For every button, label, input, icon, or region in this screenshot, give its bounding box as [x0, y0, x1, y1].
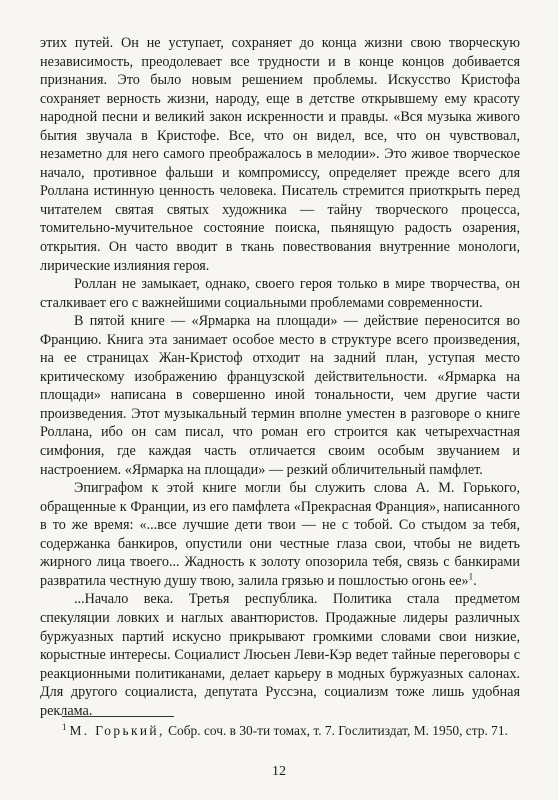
paragraph: Роллан не замыкает, однако, своего героя только в мире творчества, он сталкивает его с важнейшими социальными проблемами современности. — [40, 276, 520, 311]
footnote-source: Собр. соч. в 30-ти томах, т. 7. Гослитиздат, М. 1950, стр. 71. — [168, 723, 508, 738]
footnote-author: М. Горький, — [69, 723, 165, 738]
footnote — [40, 722, 520, 740]
footnote-reference[interactable]: 1 — [468, 571, 474, 582]
footnote-divider — [62, 716, 174, 717]
paragraph-continued: этих путей. Он не уступает, сохраняет до конца жизни свою творческую независимость, преодолевает все трудности и в конце концов добивается признания. Это было новым решением проблемы. Искусство Кристофа сохраняет верность жизни, народу, еще в детстве открывшему ему красоту народной песни и великий закон искренности и правды. «Вся музыка живого бытия звучала в Кристофе. Все, что он видел, все, что он чувствовал, незаметно для него самого преображалось в мелодии». Это живое творческое начало, противное фальши и компромиссу, определяет прежде всего для Роллана истинную ценность человека. Писатель стремится приоткрыть перед читателем святая святых художника — тайну творческого процесса, томительно-мучительное состояние поиска, пьянящую радость озарения, открытия. Он часто вводит в ткань повествования внутренние монологи, лирические излияния героя. — [40, 35, 520, 274]
quote-text: Эпиграфом к этой книге могли бы служить слова А. М. Горького, обращенные к Франции, из его памфлета «Прекрасная Франция», написанного в то же время: «...все лучшие дети твои — не с тобой. Со стыдом за тебя, содержанка банкиров, опустили они честные глаза свои, чтобы не видеть жирного лица твоего... Жадность к золоту опозорила тебя, связь с банкирами развратила честную душу твою, залила грязью и пошлостью огонь ее» — [40, 480, 520, 589]
page-body — [40, 34, 520, 720]
page-number: 12 — [272, 764, 286, 779]
footnote-mark: 1 — [62, 721, 67, 732]
paragraph-epigraph-quote: Эпиграфом к этой книге могли бы служить слова А. М. Горького, обращенные к Франции, из его памфлета «Прекрасная Франция», написанного в то же время: «...все лучшие дети твои — не с тобой. Со стыдом за тебя, содержанка банкиров, опустили они честные глаза свои, чтобы не видеть жирного лица твоего... Жадность к золоту опозорила тебя, связь с банкирами развратила честную душу твою, залила грязью и пошлостью огонь ее»$^1$. — [40, 480, 520, 589]
paragraph: ...Начало века. Третья республика. Политика стала предметом спекуляции ловких и наглых авантюристов. Продажные лидеры различных буржуазных партий искусно прикрывают громкими словами свои низкие, корыстные интересы. Социалист Люсьен Леви-Кэр ведет тайные переговоры с реакционными политиканами, делает карьеру в модных буржуазных салонах. Для другого социалиста, депутата Руссэна, социализм тоже лишь удобная реклама. — [40, 591, 520, 719]
paragraph: В пятой книге — «Ярмарка на площади» — действие переносится во Францию. Книга эта занимает особое место в структуре всего произведения, на ее страницах Жан-Кристоф отходит на задний план, уступая место критическому изображению французской действительности. «Ярмарка на площади» написана в совершенно иной тональности, чем другие части произведения. Этот музыкальный термин вполне уместен в разговоре о книге Роллана, ибо он сам писал, что роман его строится как четырехчастная симфония, где каждая часть отличается своим особым звучанием и настроением. «Ярмарка на площади» — резкий обличительный памфлет. — [40, 313, 520, 478]
